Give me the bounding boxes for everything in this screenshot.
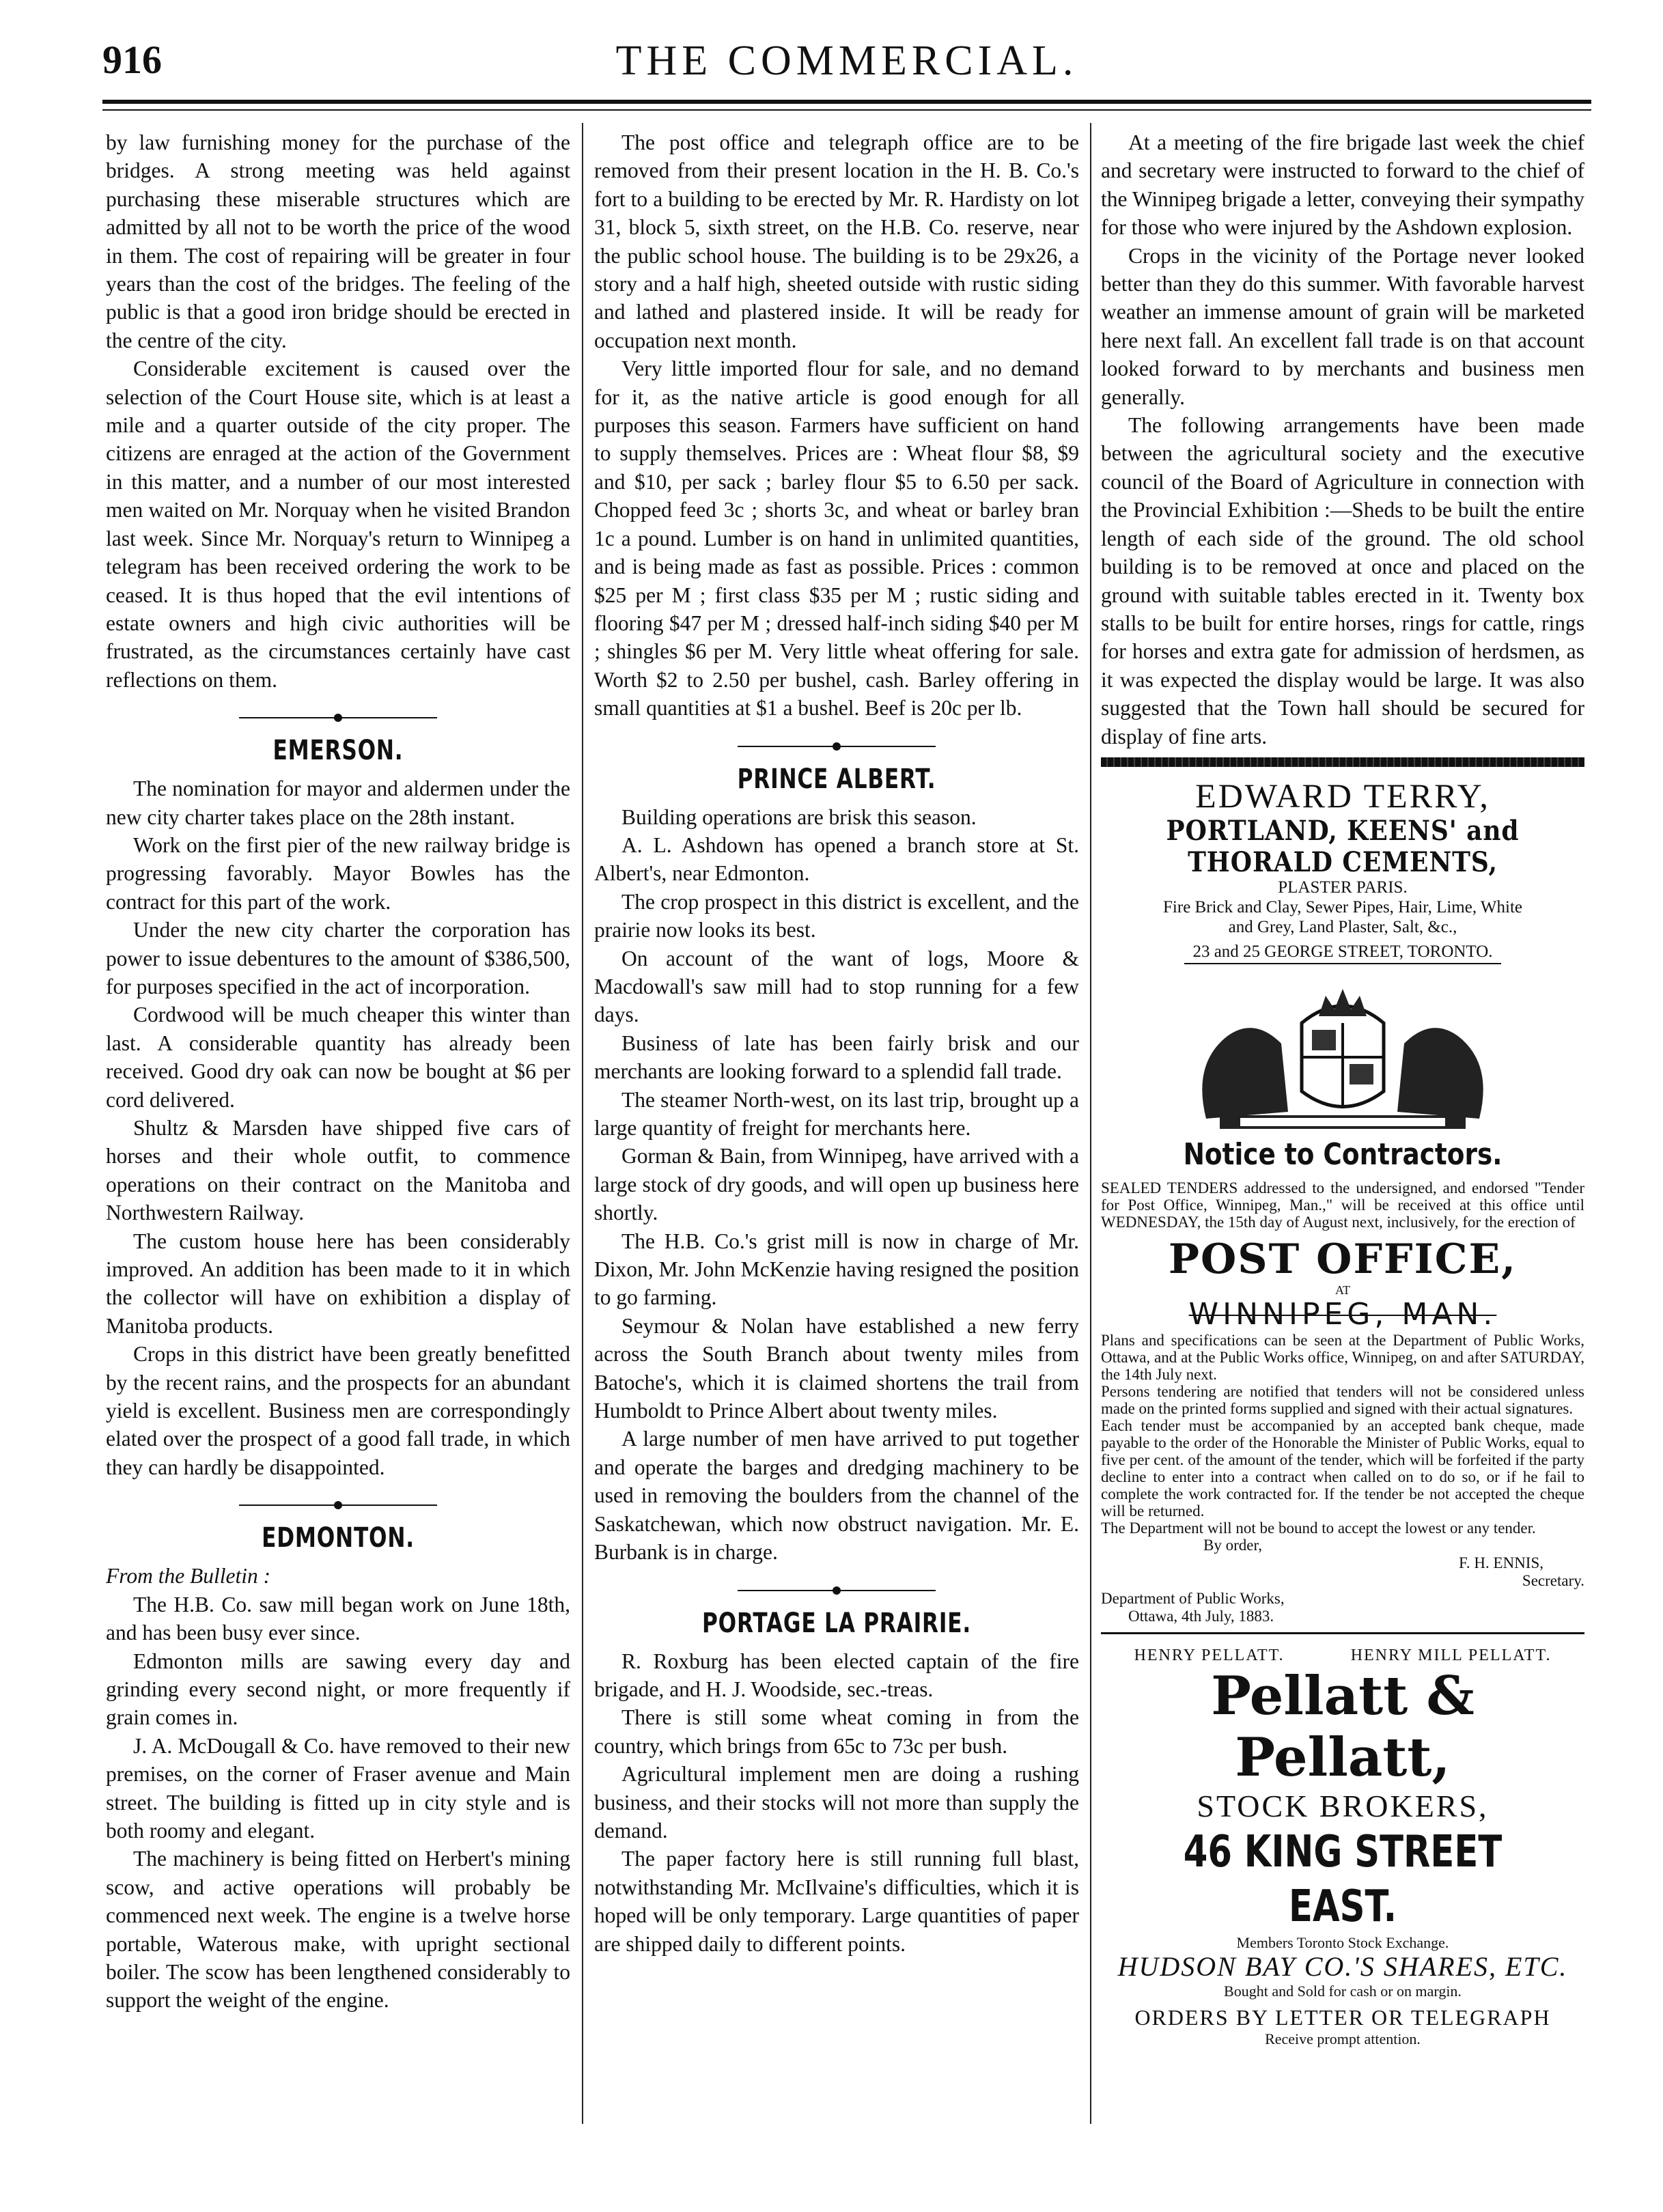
article-paragraph: The following arrangements have been made between the agricultural society and the executive council of the Board of Agriculture in connection with the Provincial Exhibition :—Sheds to be built the entire length of each side of the ground. The old school building is to be removed at once and placed on the ground with suitable tables erected in it. Twenty box stalls to be built for entire horses, rings for cattle, rings for horses and extra gate for admission of herdsmen, as it was expected the display would be large. It was also suggested that the Town hall should be secured for display of fine arts.: [1101, 413, 1584, 748]
partner-names: [1101, 1647, 1584, 1666]
tender-at: AT: [1335, 1283, 1350, 1298]
section-heading: PRINCE ALBERT.: [737, 763, 936, 795]
article-paragraph: The H.B. Co. saw mill began work on June 18th, and has been busy ever since.: [106, 1592, 570, 1645]
article-paragraph: Cordwood will be much cheaper this winter than last. A considerable quantity has already been received. Good dry oak can now be bought at $6 per cord delivered.: [106, 1003, 570, 1112]
advertiser-product-line: Fire Brick and Clay, Sewer Pipes, Hair, Lime, White: [1163, 898, 1522, 917]
section-heading: EMERSON.: [272, 735, 404, 767]
article-paragraph: On account of the want of logs, Moore & Macdowall's saw mill had to stop running for a few days.: [594, 946, 1079, 1027]
article-paragraph: Agricultural implement men are doing a rushing business, and their stocks will not more than supply the demand.: [594, 1762, 1079, 1843]
article-paragraph: Edmonton mills are sawing every day and grinding every second night, or more frequently if grain comes in.: [106, 1649, 570, 1730]
article-paragraph: Seymour & Nolan have established a new ferry across the South Branch about twenty miles from Batoche's, which it is claimed shortens the trail from Humboldt to Prince Albert about twenty miles.: [594, 1313, 1079, 1423]
tender-intro: SEALED TENDERS addressed to the undersigned, and endorsed "Tender for Post Office, Winnipeg, Man.," will be received at this office until WEDNESDAY, the 15th day of August next, inclusively, for the erection of: [1101, 1179, 1584, 1231]
article-paragraph: A. L. Ashdown has opened a branch store at St. Albert's, near Edmonton.: [594, 832, 1079, 886]
advertiser-address: 23 and 25 GEORGE STREET, TORONTO.: [1184, 942, 1500, 965]
tender-department: Department of Public Works,: [1101, 1590, 1285, 1608]
article-paragraph: The paper factory here is still running full blast, notwithstanding Mr. McIlvaine's difficulties, which it is hoped will be only temporary. Large quantities of paper are shipped daily to different points.: [594, 1847, 1079, 1956]
article-paragraph: J. A. McDougall & Co. have removed to their new premises, on the corner of Fraser avenue and Main street. The building is fitted up in city style and is both roomy and elegant.: [106, 1733, 570, 1843]
section-heading: EDMONTON.: [262, 1522, 415, 1554]
source-credit: From the Bulletin :: [106, 1564, 271, 1588]
royal-coat-of-arms-icon: [1179, 982, 1507, 1132]
article-paragraph: The nomination for mayor and aldermen under the new city charter takes place on the 28th instant.: [106, 776, 570, 829]
partner-name: HENRY MILL PELLATT.: [1350, 1647, 1552, 1665]
tender-paragraph: Persons tendering are notified that tenders will not be considered unless made on the printed forms supplied and signed with their actual signatures.: [1101, 1383, 1584, 1418]
article-paragraph: Crops in this district have been greatly benefitted by the recent rains, and the prospects for an abundant yield is excellent. Business men are correspondingly elated over the prospect of a good fall trade, in which they can hardly be disappointed.: [106, 1342, 570, 1479]
tender-location: WINNIPEG, MAN.: [1188, 1296, 1497, 1332]
column-1: [106, 128, 570, 2015]
section-ornament: [738, 739, 936, 754]
newspaper-title: THE COMMERCIAL.: [615, 38, 1078, 84]
firm-shares: HUDSON BAY CO.'S SHARES, ETC.: [1117, 1951, 1568, 1983]
page-header: [102, 37, 1591, 85]
section-ornament: [738, 1583, 936, 1598]
article-paragraph: There is still some wheat coming in from the country, which brings from 65c to 73c per bush.: [594, 1705, 1079, 1758]
article-paragraph: Considerable excitement is caused over the selection of the Court House site, which is at least a mile and a quarter outside of the city proper. The citizens are enraged at the action of the Government in this matter, and a number of our most interested men waited on Mr. Norquay when he visited Brandon last week. Since Mr. Norquay's return to Winnipeg a telegram has been received ordering the work to be ceased. It is thus hoped that the evil intentions of estate owners and high civic authorities will be frustrated, as the circumstances certainly have cast reflections on them.: [106, 356, 570, 692]
advertisement-edward-terry: [1101, 776, 1584, 965]
column-divider-1: [582, 123, 583, 2124]
section-emerson: [106, 710, 570, 766]
article-paragraph: Under the new city charter the corporation has power to issue debentures to the amount of $386,500, for purposes specified in the act of incorporation.: [106, 918, 570, 998]
tender-by-order: By order,: [1203, 1537, 1262, 1554]
article-paragraph: The H.B. Co.'s grist mill is now in charge of Mr. Dixon, Mr. John McKenzie having resigned the position to go farming.: [594, 1229, 1079, 1310]
advertiser-product-line: and Grey, Land Plaster, Salt, &c.,: [1228, 917, 1457, 936]
header-rule-thick: [102, 100, 1591, 104]
section-ornament: [239, 710, 437, 725]
section-heading: PORTAGE LA PRAIRIE.: [702, 1607, 971, 1639]
firm-attention: Receive prompt attention.: [1265, 2030, 1421, 2048]
firm-name: Pellatt & Pellatt,: [1211, 1664, 1475, 1789]
tender-paragraph: Each tender must be accompanied by an accepted bank cheque, made payable to the order of the Honorable the Minister of Public Works, equal to five per cent. of the amount of the tender, which will be forfeited if the party decline to enter into a contract when called on to do so, or if he fail to complete the work contracted for. If the tender be not accepted the cheque will be returned.: [1101, 1417, 1584, 1520]
article-paragraph: by law furnishing money for the purchase of the bridges. A strong meeting was held against purchasing these miserable structures which are admitted by all not to be worth the price of the wood in them. The cost of repairing will be greater in four years than the cost of the bridges. The feeling of the public is that a good iron bridge should be erected in the centre of the city.: [106, 130, 570, 352]
article-paragraph: The steamer North-west, on its last trip, brought up a large quantity of freight for merchants here.: [594, 1087, 1079, 1140]
article-paragraph: Very little imported flour for sale, and no demand for it, as the native article is good enough for all purposes this season. Farmers have sufficient on hand to supply themselves. Prices are : Wheat flour $8, $9 and $10, per sack ; barley flour $5 to 6.50 per sack. Chopped feed 3c ; shorts 3c, and wheat or barley bran 1c a pound. Lumber is on hand in unlimited quantities, and is being made as fast as possible. Prices : common $25 per M ; first class $35 per M ; rustic siding and flooring $47 per M ; dressed half-inch siding $40 per M ; shingles $6 per M. Very little wheat offering for sale. Worth $2 to 2.50 per bushel, cash. Barley offering in small quantities at $1 a bushel. Beef is 20c per lb.: [594, 356, 1079, 720]
article-paragraph: Business of late has been fairly brisk and our merchants are looking forward to a splendid fall trade.: [594, 1031, 1079, 1084]
page-number: 916: [102, 38, 162, 82]
advertiser-product-line: PLASTER PARIS.: [1278, 878, 1408, 897]
header-rule-thin: [102, 109, 1591, 111]
column-2: [594, 128, 1079, 1958]
article-paragraph: The crop prospect in this district is excellent, and the prairie now looks its best.: [594, 889, 1079, 942]
partner-name: HENRY PELLATT.: [1134, 1647, 1285, 1665]
article-paragraph: Gorman & Bain, from Winnipeg, have arrived with a large stock of dry goods, and will open up business here shortly.: [594, 1144, 1079, 1225]
article-paragraph: The custom house here has been considerably improved. An addition has been made to it in which the collector will have on exhibition a display of Manitoba products.: [106, 1229, 570, 1338]
section-ornament: [239, 1498, 437, 1513]
article-paragraph: Building operations are brisk this season.: [621, 804, 977, 829]
firm-address: 46 KING STREET EAST.: [1183, 1826, 1503, 1932]
column-divider-2: [1090, 123, 1091, 2124]
article-paragraph: Work on the first pier of the new railway bridge is progressing favorably. Mayor Bowles has the contract for this part of the work.: [106, 832, 570, 914]
section-prince-albert: [594, 739, 1079, 795]
firm-membership: Members Toronto Stock Exchange.: [1236, 1933, 1449, 1951]
article-paragraph: Crops in the vicinity of the Portage never looked better than they do this summer. With favorable harvest weather an immense amount of grain will be marketed here next fall. An excellent fall trade is on that account looked forward to by merchants and business men generally.: [1101, 243, 1584, 409]
article-paragraph: A large number of men have arrived to put together and operate the barges and dredging machinery to be used in removing the boulders from the channel of the Saskatchewan, which now obstruct navigation. Mr. E. Burbank is in charge.: [594, 1427, 1079, 1565]
tender-signer-title: Secretary.: [1522, 1572, 1584, 1590]
article-paragraph: The post office and telegraph office are to be removed from their present location in the H. B. Co.'s fort to a building to be erected by Mr. R. Hardisty on lot 31, block 5, sixth street, on the H.B. Co. reserve, near the public school house. The building is to be 29x26, a story and a half high, sheeted outside with rustic siding and lathed and plastered inside. It will be ready for occupation next month.: [594, 130, 1079, 352]
firm-terms: Bought and Sold for cash or on margin.: [1224, 1983, 1462, 2000]
tender-date: Ottawa, 4th July, 1883.: [1128, 1608, 1274, 1625]
tender-building: POST OFFICE,: [1168, 1235, 1518, 1284]
advertisement-tender-notice: [1101, 982, 1584, 1625]
advertiser-name: EDWARD TERRY,: [1195, 776, 1490, 815]
article-paragraph: R. Roxburg has been elected captain of the fire brigade, and H. J. Woodside, sec.-treas.: [594, 1649, 1079, 1701]
article-paragraph: The machinery is being fitted on Herbert's mining scow, and active operations will probably be commenced next week. The engine is a twelve horse portable, Waterous make, with upright sectional boiler. The scow has been lengthened considerably to support the weight of the engine.: [106, 1847, 570, 2013]
ad-separator-bar: [1101, 757, 1584, 767]
column-3: [1101, 128, 1584, 2047]
section-edmonton: [106, 1498, 570, 1554]
article-paragraph: At a meeting of the fire brigade last week the chief and secretary were instructed to forward to the chief of the Winnipeg brigade a letter, conveying their sympathy for those who were injured by the Ashdown explosion.: [1101, 130, 1584, 240]
notice-title: Notice to Contractors.: [1183, 1137, 1503, 1173]
firm-business: STOCK BROKERS,: [1197, 1788, 1489, 1823]
tender-paragraph: The Department will not be bound to accept the lowest or any tender.: [1101, 1520, 1536, 1537]
advertiser-products: PORTLAND, KEENS' and THORALD CEMENTS,: [1166, 815, 1520, 879]
article-paragraph: Shultz & Marsden have shipped five cars of horses and their whole outfit, to commence operations on their contract on the Manitoba and Northwestern Railway.: [106, 1116, 570, 1225]
tender-paragraph: Plans and specifications can be seen at the Department of Public Works, Ottawa, and at the Public Works office, Winnipeg, on and after SATURDAY, the 14th July next.: [1101, 1332, 1584, 1384]
firm-orders: ORDERS BY LETTER OR TELEGRAPH: [1134, 2005, 1551, 2030]
advertisement-pellatt: [1101, 1632, 1584, 2047]
tender-signer: F. H. ENNIS,: [1458, 1554, 1543, 1572]
section-portage: [594, 1583, 1079, 1639]
